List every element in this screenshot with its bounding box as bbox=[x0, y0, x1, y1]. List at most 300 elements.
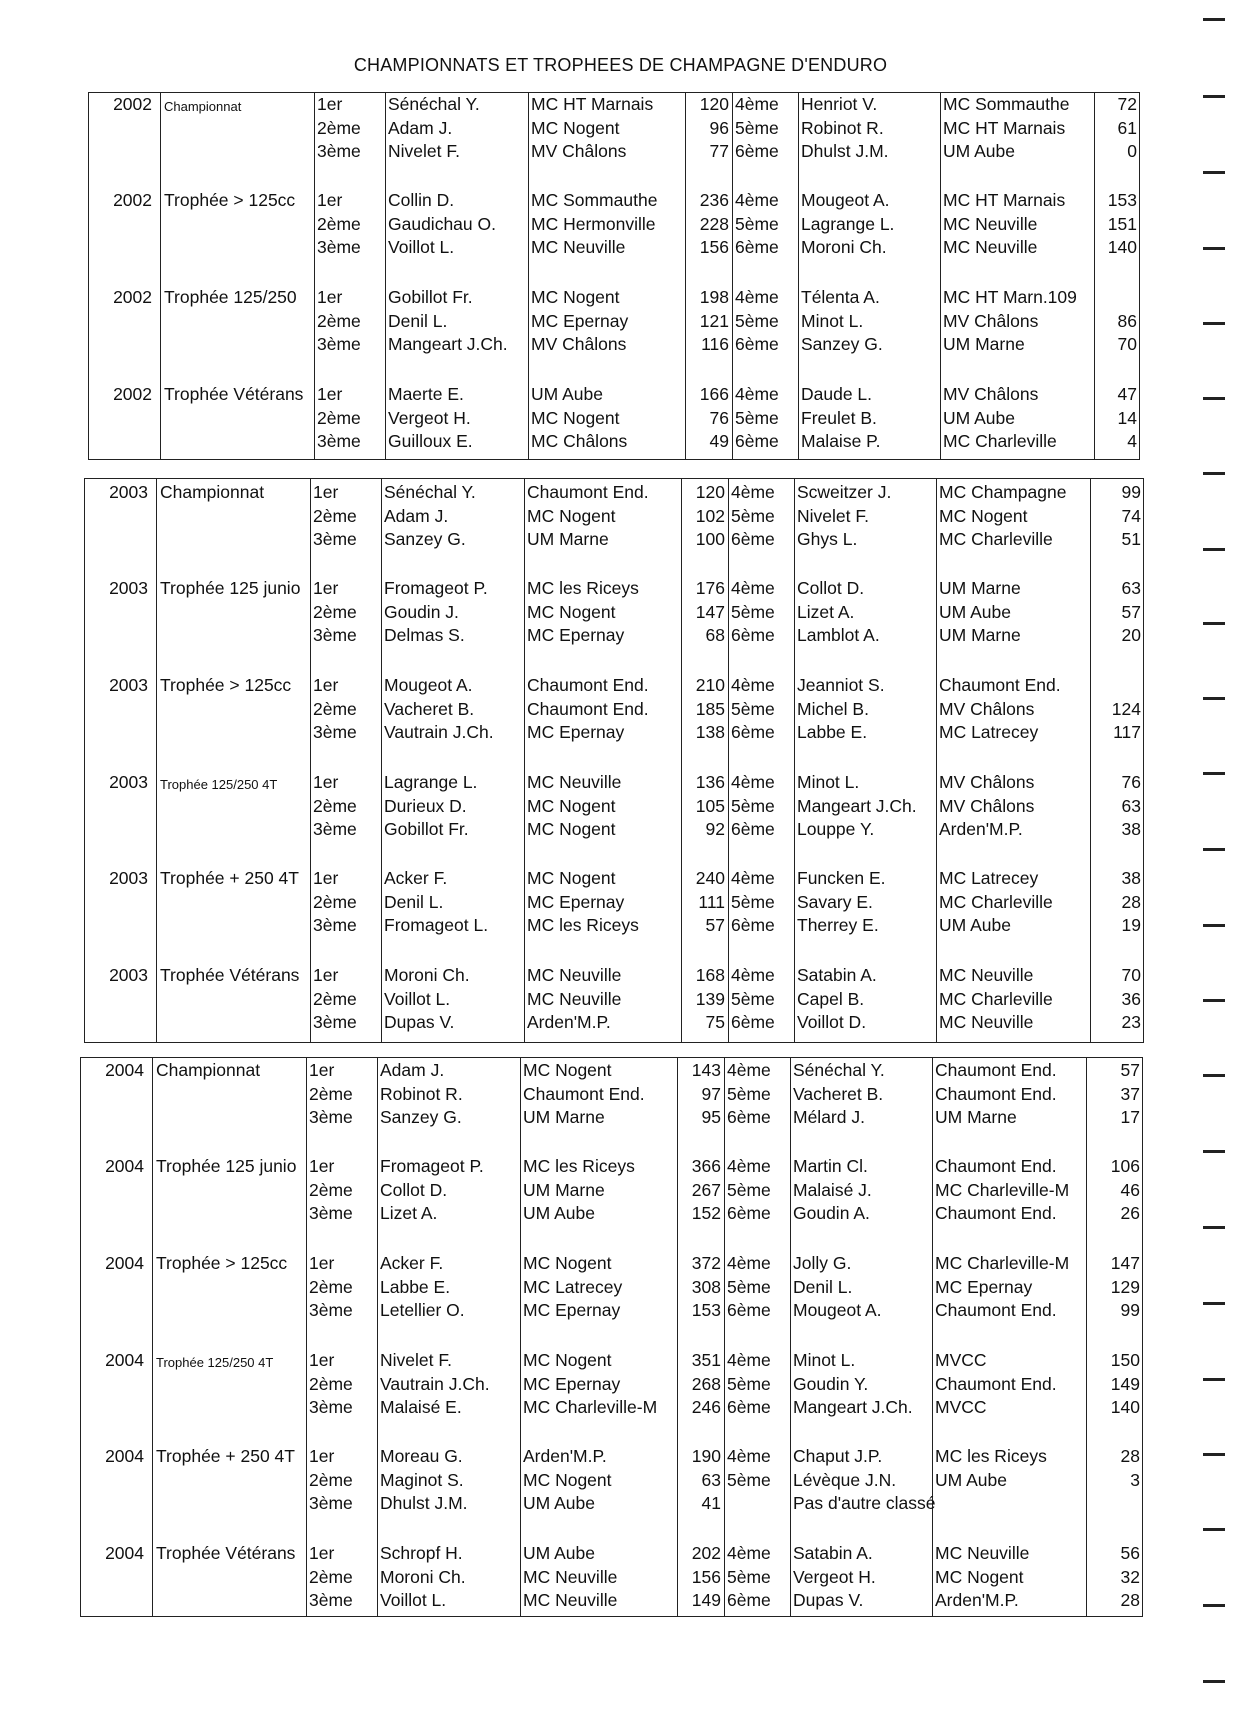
rank: 4ème bbox=[735, 190, 779, 210]
rider-name: Lamblot A. bbox=[797, 625, 880, 645]
points: 38 bbox=[1121, 819, 1141, 839]
rank: 4ème bbox=[731, 578, 775, 598]
club-name: MC Neuville bbox=[523, 1590, 618, 1610]
rank: 3ème bbox=[313, 819, 357, 839]
rider-name: Ghys L. bbox=[797, 529, 858, 549]
rider-name: Mangeart J.Ch. bbox=[797, 795, 917, 816]
points: 198 bbox=[699, 287, 729, 307]
category-year: 2004 bbox=[105, 1350, 144, 1370]
points: 63 bbox=[1121, 795, 1141, 816]
category-name-troph-e-125-250-4t: Trophée 125/250 4T bbox=[160, 777, 278, 792]
rider-name: Adam J. bbox=[388, 117, 453, 138]
column-divider bbox=[728, 478, 729, 1043]
rider-name: Gaudichau O. bbox=[388, 213, 496, 234]
points: 37 bbox=[1120, 1083, 1140, 1104]
points: 136 bbox=[695, 772, 725, 792]
points: 72 bbox=[1117, 94, 1137, 114]
column-divider bbox=[798, 92, 799, 460]
category-year: 2003 bbox=[109, 578, 148, 598]
rider-name: Voillot D. bbox=[797, 1012, 867, 1032]
rank: 3ème bbox=[309, 1590, 353, 1610]
rider-name: Vacheret B. bbox=[793, 1083, 884, 1104]
points: 86 bbox=[1117, 310, 1137, 331]
club-name: MC Neuville bbox=[943, 237, 1038, 257]
rider-name: Robinot R. bbox=[801, 117, 884, 138]
rider-name: Louppe Y. bbox=[797, 819, 875, 839]
club-name: MC Neuville bbox=[939, 965, 1034, 985]
rider-name: Labbe E. bbox=[380, 1276, 451, 1297]
rank: 6ème bbox=[735, 141, 779, 161]
points: 152 bbox=[691, 1203, 721, 1223]
club-name: UM Marne bbox=[939, 625, 1021, 645]
category-year: 2003 bbox=[109, 772, 148, 792]
rank: 4ème bbox=[731, 868, 775, 888]
rider-name: Vergeot H. bbox=[388, 407, 471, 428]
scan-edge-mark bbox=[1203, 322, 1225, 325]
points: 121 bbox=[699, 310, 729, 331]
points: 147 bbox=[695, 601, 725, 622]
column-divider bbox=[790, 1057, 791, 1617]
column-divider bbox=[520, 1057, 521, 1617]
points: 95 bbox=[701, 1107, 721, 1127]
club-name: Chaumont End. bbox=[527, 698, 649, 719]
rider-name: Robinot R. bbox=[380, 1083, 463, 1104]
scan-edge-mark bbox=[1203, 1453, 1225, 1456]
points: 117 bbox=[1113, 722, 1141, 742]
rider-name: Guilloux E. bbox=[388, 431, 473, 451]
rank: 5ème bbox=[727, 1566, 771, 1587]
club-name: MC Charleville-M bbox=[523, 1397, 658, 1417]
scan-edge-mark bbox=[1203, 1302, 1225, 1305]
rider-name: Sénéchal Y. bbox=[388, 94, 480, 114]
rank: 6ème bbox=[731, 1012, 775, 1032]
points: 75 bbox=[705, 1012, 725, 1032]
club-name: MC Nogent bbox=[527, 795, 616, 816]
category-year: 2003 bbox=[109, 868, 148, 888]
category-name-troph-e-250-4t: Trophée + 250 4T bbox=[160, 868, 299, 888]
category-name-troph-e-125-250: Trophée 125/250 bbox=[164, 287, 297, 307]
points: 76 bbox=[1121, 772, 1141, 792]
club-name: MC Epernay bbox=[527, 625, 625, 645]
rider-name: Moreau G. bbox=[380, 1446, 463, 1466]
rank: 4ème bbox=[727, 1060, 771, 1080]
club-name: MC Nogent bbox=[527, 505, 616, 526]
scan-edge-mark bbox=[1203, 1150, 1225, 1153]
points: 96 bbox=[709, 117, 729, 138]
club-name: MC les Riceys bbox=[527, 915, 639, 935]
points: 147 bbox=[1110, 1253, 1140, 1273]
category-name-troph-e-125-junio: Trophée 125 junio bbox=[156, 1156, 297, 1176]
rank: 3ème bbox=[313, 529, 357, 549]
club-name: MC Nogent bbox=[527, 601, 616, 622]
rider-name: Dhulst J.M. bbox=[380, 1493, 468, 1513]
club-name: MV Châlons bbox=[531, 334, 627, 354]
category-year: 2002 bbox=[113, 287, 152, 307]
points: 149 bbox=[1110, 1373, 1140, 1394]
scan-edge-mark bbox=[1203, 171, 1225, 174]
club-name: MC Nogent bbox=[939, 505, 1028, 526]
rider-name: Dupas V. bbox=[793, 1590, 864, 1610]
rank: 2ème bbox=[309, 1373, 353, 1394]
rider-name: Vautrain J.Ch. bbox=[384, 722, 494, 742]
rider-name: Lizet A. bbox=[380, 1203, 438, 1223]
club-name: UM Aube bbox=[523, 1203, 595, 1223]
rank: 4ème bbox=[735, 384, 779, 404]
rank: 4ème bbox=[727, 1350, 771, 1370]
category-name-troph-e-125-junio: Trophée 125 junio bbox=[160, 578, 301, 598]
rider-name: Vacheret B. bbox=[384, 698, 475, 719]
points: 100 bbox=[695, 529, 725, 549]
rider-name: Maerte E. bbox=[388, 384, 464, 404]
scan-edge-mark bbox=[1203, 1378, 1225, 1381]
rank: 2ème bbox=[309, 1179, 353, 1200]
rank: 5ème bbox=[727, 1179, 771, 1200]
points: 49 bbox=[709, 431, 729, 451]
rank: 2ème bbox=[309, 1083, 353, 1104]
rider-name: Collot D. bbox=[380, 1179, 448, 1200]
rider-name: Funcken E. bbox=[797, 868, 886, 888]
rider-name: Sanzey G. bbox=[384, 529, 466, 549]
rank: 4ème bbox=[727, 1543, 771, 1563]
club-name: MC Nogent bbox=[523, 1060, 612, 1080]
club-name: MC Charleville bbox=[939, 988, 1053, 1009]
rank: 5ème bbox=[735, 117, 779, 138]
category-year: 2002 bbox=[113, 384, 152, 404]
rider-name: Capel B. bbox=[797, 988, 865, 1009]
club-name: MC Epernay bbox=[523, 1373, 621, 1394]
column-divider bbox=[724, 1057, 725, 1617]
rank: 1er bbox=[313, 965, 339, 985]
column-divider bbox=[732, 92, 733, 460]
rank: 5ème bbox=[731, 698, 775, 719]
rank: 6ème bbox=[727, 1300, 771, 1320]
rider-name: Mougeot A. bbox=[384, 675, 473, 695]
points: 56 bbox=[1120, 1543, 1140, 1563]
rank: 3ème bbox=[313, 625, 357, 645]
points: 77 bbox=[709, 141, 729, 161]
club-name: MC Epernay bbox=[531, 310, 629, 331]
rank: 5ème bbox=[727, 1083, 771, 1104]
rider-name: Lagrange L. bbox=[801, 213, 895, 234]
points: 74 bbox=[1121, 505, 1141, 526]
column-divider bbox=[681, 478, 682, 1043]
rank: 5ème bbox=[727, 1373, 771, 1394]
rank: 1er bbox=[317, 287, 343, 307]
points: 168 bbox=[695, 965, 725, 985]
rider-name: Letellier O. bbox=[380, 1300, 465, 1320]
points: 57 bbox=[705, 915, 725, 935]
rider-name: Schropf H. bbox=[380, 1543, 463, 1563]
rider-name: Malaisé J. bbox=[793, 1179, 872, 1200]
category-name-troph-e-v-t-rans: Trophée Vétérans bbox=[156, 1543, 296, 1563]
rank: 2ème bbox=[317, 213, 361, 234]
column-divider bbox=[160, 92, 161, 460]
club-name: MC Neuville bbox=[935, 1543, 1030, 1563]
club-name: MC Neuville bbox=[523, 1566, 618, 1587]
points: 14 bbox=[1117, 407, 1137, 428]
rank: 4ème bbox=[735, 94, 779, 114]
rank: 4ème bbox=[727, 1446, 771, 1466]
rank: 4ème bbox=[731, 482, 775, 502]
column-divider bbox=[310, 478, 311, 1043]
points: 202 bbox=[691, 1543, 721, 1563]
category-name-championnat: Championnat bbox=[160, 482, 265, 502]
points: 129 bbox=[1110, 1276, 1140, 1297]
rank: 2ème bbox=[313, 891, 357, 912]
points: 372 bbox=[691, 1253, 721, 1273]
page-title: CHAMPIONNATS ET TROPHEES DE CHAMPAGNE D'ENDURO bbox=[353, 55, 888, 75]
rank: 1er bbox=[309, 1446, 335, 1466]
rank: 2ème bbox=[313, 795, 357, 816]
club-name: MC Neuville bbox=[939, 1012, 1034, 1032]
club-name: Chaumont End. bbox=[935, 1373, 1057, 1394]
rider-name: Fromageot P. bbox=[380, 1156, 484, 1176]
category-year: 2002 bbox=[113, 94, 152, 114]
rider-name: Minot L. bbox=[793, 1350, 856, 1370]
rider-name: Satabin A. bbox=[793, 1543, 873, 1563]
rank: 4ème bbox=[727, 1253, 771, 1273]
points: 4 bbox=[1127, 431, 1137, 451]
rank: 4ème bbox=[727, 1156, 771, 1176]
club-name: MC Nogent bbox=[527, 819, 616, 839]
rider-name: Henriot V. bbox=[801, 94, 878, 114]
club-name: MC Nogent bbox=[523, 1253, 612, 1273]
rider-name: Pas d'autre classé bbox=[793, 1493, 936, 1513]
category-year: 2003 bbox=[109, 965, 148, 985]
column-divider bbox=[314, 92, 315, 460]
points: 120 bbox=[695, 482, 725, 502]
club-name: MC Nogent bbox=[523, 1350, 612, 1370]
category-year: 2004 bbox=[105, 1156, 144, 1176]
points: 28 bbox=[1121, 891, 1141, 912]
rider-name: Scweitzer J. bbox=[797, 482, 892, 502]
club-name: MC Charleville bbox=[939, 529, 1053, 549]
rider-name: Minot L. bbox=[797, 772, 860, 792]
rank: 3ème bbox=[317, 431, 361, 451]
rank: 5ème bbox=[735, 407, 779, 428]
scan-edge-mark bbox=[1203, 397, 1225, 400]
points: 111 bbox=[698, 891, 725, 912]
club-name: MC les Riceys bbox=[523, 1156, 635, 1176]
rank: 6ème bbox=[735, 237, 779, 257]
rank: 5ème bbox=[731, 601, 775, 622]
scan-edge-mark bbox=[1203, 1528, 1225, 1531]
points: 246 bbox=[691, 1397, 721, 1417]
club-name: UM Aube bbox=[523, 1543, 595, 1563]
club-name: MVCC bbox=[935, 1397, 987, 1417]
rider-name: Télenta A. bbox=[801, 287, 880, 307]
club-name: MC Sommauthe bbox=[943, 94, 1070, 114]
points: 151 bbox=[1107, 213, 1137, 234]
club-name: MC les Riceys bbox=[527, 578, 639, 598]
rider-name: Mougeot A. bbox=[793, 1300, 882, 1320]
rank: 1er bbox=[313, 675, 339, 695]
points: 153 bbox=[691, 1300, 721, 1320]
points: 47 bbox=[1117, 384, 1137, 404]
points: 63 bbox=[701, 1469, 721, 1490]
category-name-championnat: Championnat bbox=[156, 1060, 261, 1080]
club-name: MV Châlons bbox=[531, 141, 627, 161]
club-name: MC Neuville bbox=[531, 237, 626, 257]
rank: 2ème bbox=[313, 601, 357, 622]
rank: 3ème bbox=[309, 1107, 353, 1127]
rider-name: Goudin A. bbox=[793, 1203, 870, 1223]
rank: 5ème bbox=[727, 1469, 771, 1490]
points: 99 bbox=[1120, 1300, 1140, 1320]
club-name: Chaumont End. bbox=[935, 1060, 1057, 1080]
club-name: MVCC bbox=[935, 1350, 987, 1370]
club-name: MC Nogent bbox=[523, 1469, 612, 1490]
rank: 5ème bbox=[731, 505, 775, 526]
rider-name: Mélard J. bbox=[793, 1107, 865, 1127]
rank: 3ème bbox=[309, 1203, 353, 1223]
club-name: Chaumont End. bbox=[935, 1156, 1057, 1176]
club-name: Arden'M.P. bbox=[523, 1446, 607, 1466]
rider-name: Minot L. bbox=[801, 310, 864, 331]
club-name: MC Neuville bbox=[943, 213, 1038, 234]
scan-edge-mark bbox=[1203, 18, 1225, 21]
rank: 6ème bbox=[727, 1203, 771, 1223]
points: 156 bbox=[691, 1566, 721, 1587]
points: 156 bbox=[699, 237, 729, 257]
points: 51 bbox=[1121, 529, 1141, 549]
points: 63 bbox=[1121, 578, 1141, 598]
category-year: 2004 bbox=[105, 1060, 144, 1080]
rider-name: Dupas V. bbox=[384, 1012, 455, 1032]
points: 70 bbox=[1117, 334, 1137, 354]
rider-name: Savary E. bbox=[797, 891, 873, 912]
club-name: MC Epernay bbox=[527, 722, 625, 742]
club-name: MC HT Marnais bbox=[531, 94, 654, 114]
rider-name: Nivelet F. bbox=[380, 1350, 452, 1370]
column-divider bbox=[381, 478, 382, 1043]
rank: 6ème bbox=[727, 1397, 771, 1417]
points: 210 bbox=[695, 675, 725, 695]
points: 185 bbox=[695, 698, 725, 719]
points: 166 bbox=[699, 384, 729, 404]
points: 57 bbox=[1121, 601, 1141, 622]
rider-name: Fromageot L. bbox=[384, 915, 489, 935]
column-divider bbox=[685, 92, 686, 460]
rank: 6ème bbox=[735, 334, 779, 354]
rider-name: Gobillot Fr. bbox=[388, 287, 473, 307]
club-name: Chaumont End. bbox=[935, 1203, 1057, 1223]
rank: 3ème bbox=[317, 237, 361, 257]
rider-name: Jolly G. bbox=[793, 1253, 852, 1273]
points: 19 bbox=[1121, 915, 1141, 935]
rider-name: Vautrain J.Ch. bbox=[380, 1373, 490, 1394]
points: 76 bbox=[709, 407, 729, 428]
club-name: MC Charleville-M bbox=[935, 1179, 1070, 1200]
rider-name: Voillot L. bbox=[388, 237, 455, 257]
club-name: MV Châlons bbox=[939, 772, 1035, 792]
club-name: MC Neuville bbox=[527, 772, 622, 792]
rider-name: Maginot S. bbox=[380, 1469, 464, 1490]
rank: 3ème bbox=[317, 141, 361, 161]
points: 3 bbox=[1130, 1469, 1140, 1490]
club-name: MC Nogent bbox=[531, 117, 620, 138]
club-name: MC Charleville-M bbox=[935, 1253, 1070, 1273]
points: 153 bbox=[1107, 190, 1137, 210]
points: 17 bbox=[1120, 1107, 1140, 1127]
points: 140 bbox=[1107, 237, 1137, 257]
rider-name: Dhulst J.M. bbox=[801, 141, 889, 161]
rank: 1er bbox=[309, 1060, 335, 1080]
points: 32 bbox=[1120, 1566, 1140, 1587]
rider-name: Lévèque J.N. bbox=[793, 1469, 897, 1490]
rider-name: Nivelet F. bbox=[388, 141, 460, 161]
rider-name: Mangeart J.Ch. bbox=[793, 1397, 913, 1417]
rank: 5ème bbox=[731, 988, 775, 1009]
rider-name: Denil L. bbox=[384, 891, 444, 912]
points: 28 bbox=[1120, 1590, 1140, 1610]
club-name: MC Epernay bbox=[527, 891, 625, 912]
points: 23 bbox=[1121, 1012, 1141, 1032]
club-name: MC HT Marnais bbox=[943, 190, 1066, 210]
rider-name: Michel B. bbox=[797, 698, 869, 719]
rider-name: Jeanniot S. bbox=[797, 675, 885, 695]
rank: 2ème bbox=[309, 1469, 353, 1490]
rank: 3ème bbox=[309, 1493, 353, 1513]
category-year: 2003 bbox=[109, 675, 148, 695]
column-divider bbox=[385, 92, 386, 460]
club-name: MC Nogent bbox=[531, 407, 620, 428]
rank: 3ème bbox=[313, 915, 357, 935]
rank: 4ème bbox=[735, 287, 779, 307]
rider-name: Gobillot Fr. bbox=[384, 819, 469, 839]
rank: 6ème bbox=[731, 915, 775, 935]
rank: 2ème bbox=[313, 698, 357, 719]
rider-name: Durieux D. bbox=[384, 795, 467, 816]
points: 102 bbox=[695, 505, 725, 526]
club-name: Chaumont End. bbox=[523, 1083, 645, 1104]
points: 99 bbox=[1121, 482, 1141, 502]
scan-edge-mark bbox=[1203, 1604, 1225, 1607]
rank: 6ème bbox=[731, 625, 775, 645]
column-divider bbox=[528, 92, 529, 460]
rider-name: Delmas S. bbox=[384, 625, 465, 645]
points: 308 bbox=[691, 1276, 721, 1297]
rank: 1er bbox=[317, 94, 343, 114]
scan-edge-mark bbox=[1203, 472, 1225, 475]
column-divider bbox=[1086, 1057, 1087, 1617]
column-divider bbox=[1090, 478, 1091, 1043]
club-name: UM Aube bbox=[523, 1493, 595, 1513]
club-name: MC Charleville bbox=[939, 891, 1053, 912]
rank: 6ème bbox=[731, 529, 775, 549]
rank: 1er bbox=[313, 868, 339, 888]
club-name: MC Latrecey bbox=[939, 868, 1039, 888]
club-name: MV Châlons bbox=[939, 698, 1035, 719]
club-name: MC Charleville bbox=[943, 431, 1057, 451]
rank: 1er bbox=[313, 772, 339, 792]
rider-name: Therrey E. bbox=[797, 915, 879, 935]
points: 120 bbox=[699, 94, 729, 114]
column-divider bbox=[306, 1057, 307, 1617]
club-name: MC Epernay bbox=[523, 1300, 621, 1320]
points: 41 bbox=[701, 1493, 721, 1513]
points: 268 bbox=[691, 1373, 721, 1394]
points: 228 bbox=[699, 213, 729, 234]
club-name: Arden'M.P. bbox=[935, 1590, 1019, 1610]
rank: 2ème bbox=[317, 310, 361, 331]
rider-name: Sanzey G. bbox=[801, 334, 883, 354]
points: 149 bbox=[691, 1590, 721, 1610]
rider-name: Sénéchal Y. bbox=[384, 482, 476, 502]
rider-name: Voillot L. bbox=[380, 1590, 447, 1610]
rider-name: Voillot L. bbox=[384, 988, 451, 1009]
points: 351 bbox=[691, 1350, 721, 1370]
